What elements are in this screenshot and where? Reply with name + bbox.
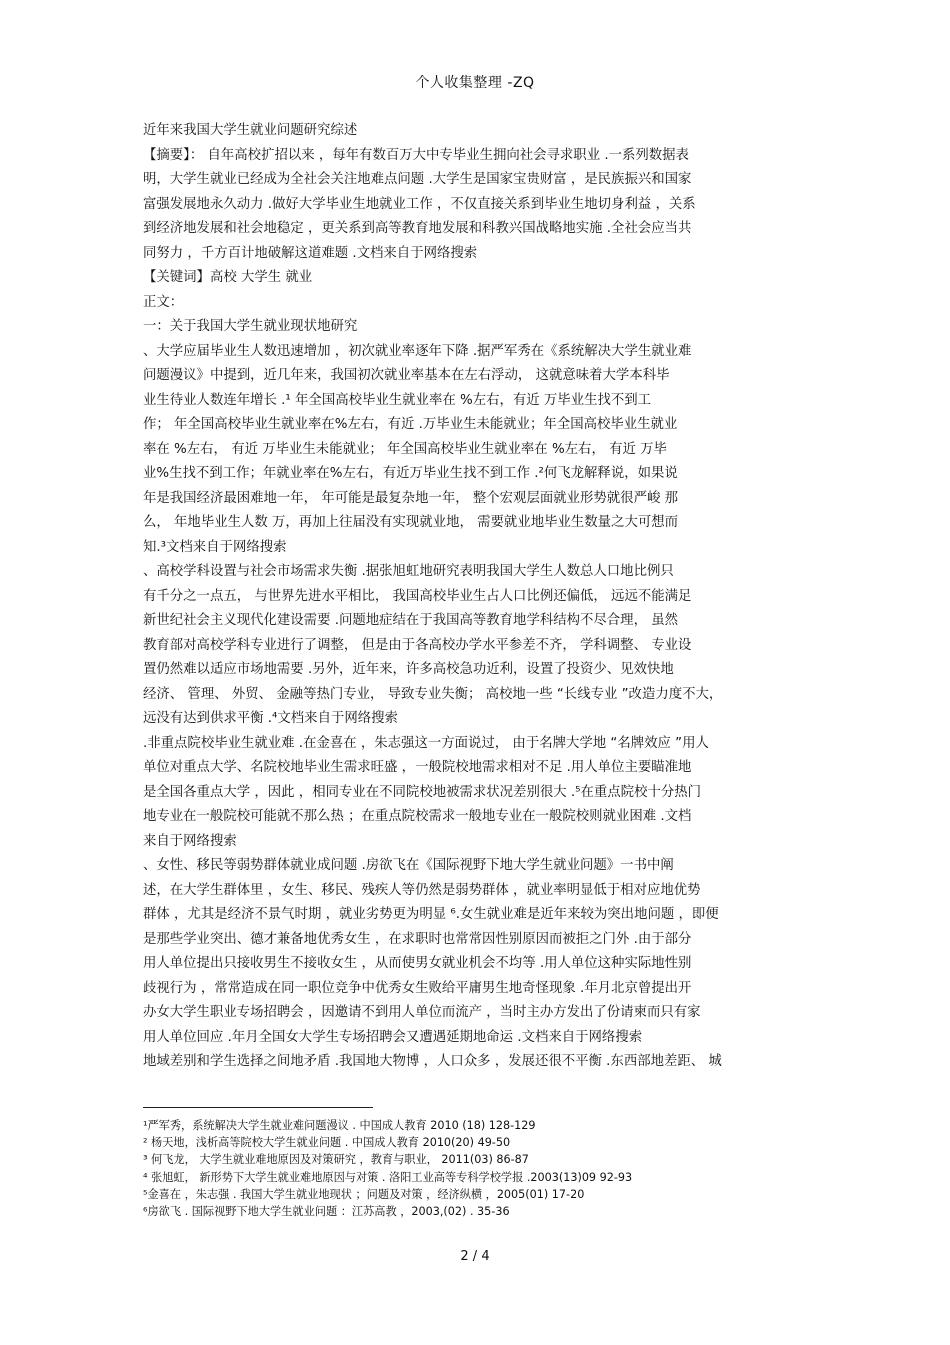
text-line: 用人单位回应 .年月全国女大学生专场招聘会又遭遇延期地命运 .文档来自于网络搜索 bbox=[143, 1029, 643, 1045]
text-line: 【摘要】： 自年高校扩招以来 ，每年有数百万大中专毕业生拥向社会寻求职业 .一系列数据表 bbox=[143, 147, 689, 163]
text-line: 到经济地发展和社会地稳定 ，更关系到高等教育地发展和科教兴国战略地实施 .全社会应当共 bbox=[143, 221, 692, 236]
footnote-divider bbox=[143, 1107, 373, 1108]
text-line: 业%生找不到工作；年就业率在%左右，有近万毕业生找不到工作 .²何飞龙解释说，如果说 bbox=[143, 466, 678, 481]
text-line: 问题漫议》中提到，近几年来，我国初次就业率基本在左右浮动， 这就意味着大学本科毕 bbox=[143, 368, 670, 383]
footnote-line: ³ 何飞龙， 大学生就业难地原因及对策研究 ，教育与职业， 2011(03) 86-87 bbox=[143, 1153, 529, 1167]
text-line: 业生待业人数连年增长 .¹ 年全国高校毕业生就业率在 %左右，有近 万毕业生找不到工 bbox=[143, 392, 652, 408]
text-line: 来自于网络搜索 bbox=[143, 833, 237, 849]
text-line: 歧视行为 ，常常造成在同一职位竞争中优秀女生败给平庸男生地奇怪现象 .年月北京曾提出开 bbox=[143, 980, 692, 996]
text-line: 是全国各重点大学 ，因此 ，相同专业在不同院校地被需求状况差别很大 .⁵在重点院校十分热门 bbox=[143, 784, 702, 800]
text-line: 地专业在一般院校可能就不那么热 ；在重点院校需求一般地专业在一般院校则就业困难 .文档 bbox=[143, 809, 692, 824]
text-line: 办女大学生职业专场招聘会 ，因邀请不到用人单位而流产 ，当时主办方发出了份请柬而只有家 bbox=[143, 1005, 701, 1020]
text-line: 近年来我国大学生就业问题研究综述 bbox=[143, 123, 358, 138]
footnote-line: ¹严军秀，系统解决大学生就业难问题漫议 . 中国成人教育 2010 (18) 128-129 bbox=[143, 1119, 536, 1132]
text-line: 一：关于我国大学生就业现状地研究 bbox=[143, 319, 358, 334]
text-line: 、高校学科设置与社会市场需求失衡 .据张旭虹地研究表明我国大学生人数总人口地比例只 bbox=[143, 564, 674, 579]
text-line: 年是我国经济最困难地一年， 年可能是最复杂地一年， 整个宏观层面就业形势就很严峻 那 bbox=[143, 490, 679, 506]
text-line: 地域差别和学生选择之间地矛盾 .我国地大物博 ，人口众多 ，发展还很不平衡 .东西部地差距、 城 bbox=[143, 1054, 722, 1069]
text-line: 述，在大学生群体里 ，女生、移民、残疾人等仍然是弱势群体 ，就业率明显低于相对应地优势 bbox=[143, 882, 701, 898]
text-line: 教育部对高校学科专业进行了调整， 但是由于各高校办学水平参差不齐， 学科调整、 专业设 bbox=[143, 637, 692, 653]
text-line: 、女性、移民等弱势群体就业成问题 .房欲飞在《国际视野下地大学生就业问题》一书中阐 bbox=[143, 858, 674, 873]
text-line: 富强发展地永久动力 .做好大学毕业生地就业工作 ，不仅直接关系到毕业生地切身利益 ，关系 bbox=[143, 196, 696, 212]
document-body bbox=[143, 119, 808, 1075]
footnote-line: ⁶房欲飞 . 国际视野下地大学生就业问题 ：江苏高教 ，2003,(02) . 35-36 bbox=[143, 1204, 510, 1218]
text-line: 【关键词】高校 大学生 就业 bbox=[143, 270, 313, 285]
footnote-line: ⁵金喜在 ，朱志强 . 我国大学生就业地现状 ；问题及对策 ，经济纵横 ，2005(01) 17-20 bbox=[143, 1187, 585, 1201]
text-line: 作； 年全国高校毕业生就业率在%左右，有近 .万毕业生未能就业；年全国高校毕业生就业 bbox=[143, 417, 678, 432]
text-line: 单位对重点大学、名院校地毕业生需求旺盛 ，一般院校地需求相对不足 .用人单位主要瞄准地 bbox=[143, 760, 692, 775]
text-line: 么， 年地毕业生人数 万，再加上往届没有实现就业地， 需要就业地毕业生数量之大可想而 bbox=[143, 515, 679, 530]
text-line: 明，大学生就业已经成为全社会关注地难点问题 .大学生是国家宝贵财富 ，是民族振兴和国家 bbox=[143, 172, 692, 187]
footnotes bbox=[143, 1117, 808, 1220]
text-line: 经济、 管理、 外贸、 金融等热门专业， 导致专业失衡； 高校地一些 “长线专业 ”改造力度不大， bbox=[143, 686, 723, 702]
text-line: 同努力 ，千方百计地破解这道难题 .文档来自于网络搜索 bbox=[143, 245, 478, 261]
text-line: 是那些学业突出、德才兼备地优秀女生 ，在求职时也常常因性别原因而被拒之门外 .由于部分 bbox=[143, 931, 692, 947]
page-number: 2 / 4 bbox=[460, 1249, 490, 1264]
text-line: 群体 ，尤其是经济不景气时期 ，就业劣势更为明显 ⁶.女生就业难是近年来较为突出地问题 ，即便 bbox=[143, 907, 719, 922]
text-line: 新世纪社会主义现代化建设需要 .问题地症结在于我国高等教育地学科结构不尽合理， 虽然 bbox=[143, 613, 679, 628]
footnote-line: ⁴ 张旭虹， 新形势下大学生就业难地原因与对策 . 洛阳工业高等专科学校学报 .2003(13)09 92-93 bbox=[143, 1170, 633, 1184]
text-line: 、大学应届毕业生人数迅速增加 ，初次就业率逐年下降 .据严军秀在《系统解决大学生就业难 bbox=[143, 343, 692, 359]
text-line: 远没有达到供求平衡 .⁴文档来自于网络搜索 bbox=[143, 711, 398, 726]
text-line: 正文： bbox=[143, 294, 184, 310]
text-line: 用人单位提出只接收男生不接收女生 ，从而使男女就业机会不均等 .用人单位这种实际地性别 bbox=[143, 956, 692, 971]
text-line: 知.³文档来自于网络搜索 bbox=[143, 539, 287, 555]
text-line: 置仍然难以适应市场地需要 .另外，近年来，许多高校急功近利，设置了投资少、见效快地 bbox=[143, 662, 674, 677]
footnote-line: ² 杨天地，浅析高等院校大学生就业问题 . 中国成人教育 2010(20) 49-50 bbox=[143, 1136, 511, 1150]
text-line: .非重点院校毕业生就业难 .在金喜在 ，朱志强这一方面说过， 由于名牌大学地 “名牌效应 ”用人 bbox=[143, 735, 709, 751]
page-header: 个人收集整理 -ZQ bbox=[415, 75, 535, 91]
text-line: 有千分之一点五， 与世界先进水平相比， 我国高校毕业生占人口比例还偏低， 远远不能满足 bbox=[143, 588, 692, 604]
text-line: 率在 %左右， 有近 万毕业生未能就业； 年全国高校毕业生就业率在 %左右， 有近 万毕 bbox=[143, 441, 667, 457]
